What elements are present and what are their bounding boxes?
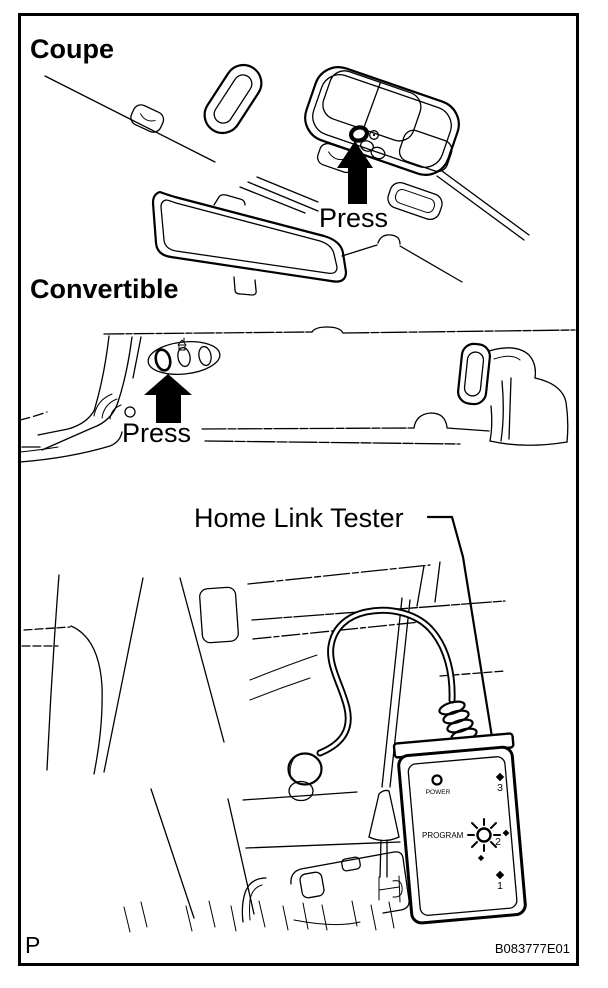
- tester-device: [394, 733, 528, 924]
- overhead-console: [299, 61, 467, 182]
- homelink-button-3-icon: [197, 346, 212, 367]
- homelink-button-1-icon: [154, 348, 173, 372]
- tester-indicator-1: 1: [497, 880, 503, 892]
- tester-indicator-2: 2: [495, 836, 501, 848]
- power-plug: [289, 754, 322, 801]
- tester-power-label: POWER: [425, 789, 451, 796]
- center-stack-screen: [199, 587, 239, 643]
- reading-light: [385, 180, 445, 222]
- page-marker: P: [25, 932, 41, 958]
- tester-illustration: [22, 517, 528, 932]
- homelink-button-panel: [147, 338, 222, 378]
- figure-code: B083777E01: [494, 941, 570, 956]
- map-light-slot: [198, 58, 268, 140]
- tester-program-label: PROGRAM: [422, 831, 464, 840]
- press-arrow-coupe-icon: [337, 141, 373, 204]
- homelink-button-icon: [350, 126, 369, 143]
- header-vent: [457, 343, 491, 406]
- convertible-label: Convertible: [30, 274, 179, 304]
- sketch-hatching: [124, 901, 394, 932]
- convertible-press-label: Press: [122, 418, 192, 448]
- rearview-mirror: [153, 192, 346, 295]
- coupe-illustration: [45, 58, 529, 295]
- callout-leader-line: [428, 517, 492, 737]
- press-arrow-convertible-icon: [144, 374, 192, 423]
- tester-indicator-3: 3: [497, 782, 503, 794]
- visor-clip: [128, 102, 166, 135]
- coupe-label: Coupe: [30, 34, 114, 64]
- tester-callout-label: Home Link Tester: [194, 503, 404, 533]
- coupe-press-label: Press: [319, 203, 389, 233]
- convertible-illustration: [20, 327, 575, 462]
